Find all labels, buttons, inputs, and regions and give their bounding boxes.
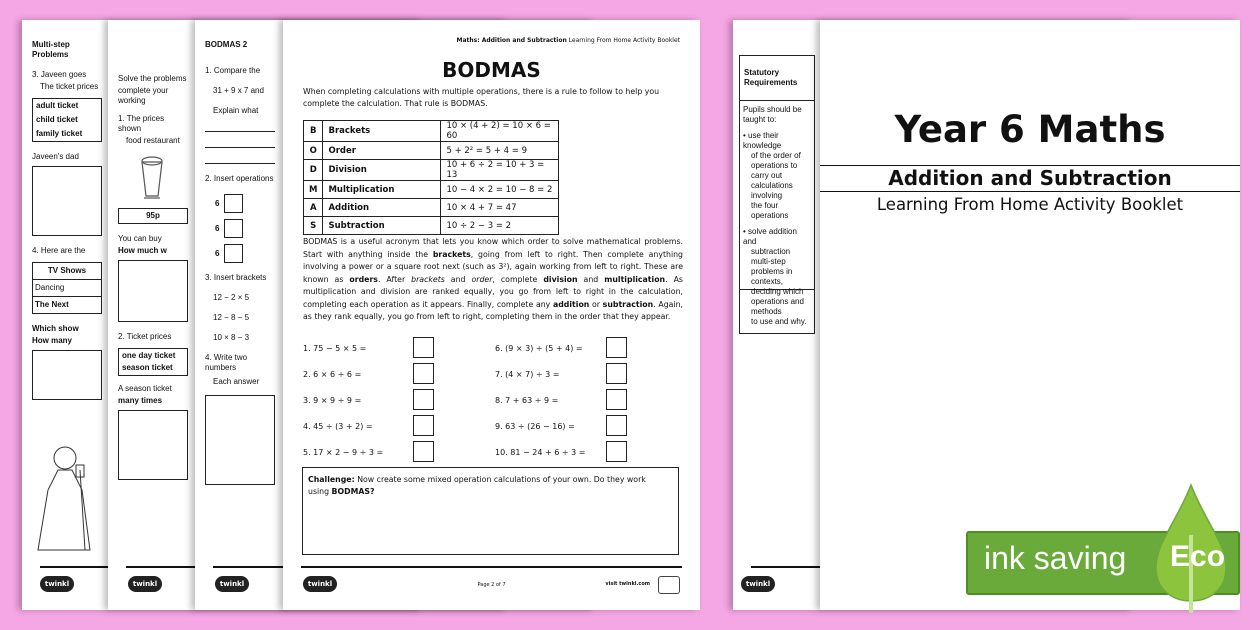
bullet-line: the four operations (751, 201, 789, 220)
question-text: 4. Write two numbers (205, 353, 248, 372)
rule-example: 10 × 4 + 7 = 47 (441, 199, 559, 217)
question-text: many times (118, 396, 163, 405)
intro-text: Solve the problems (118, 74, 187, 83)
question-text: Javeen's dad (32, 152, 79, 161)
ticket-label: season ticket (122, 363, 173, 372)
question-text: You can buy (118, 234, 162, 243)
rule-example: 10 + 6 ÷ 2 = 10 + 3 = 13 (441, 160, 559, 181)
rule-letter: M (304, 181, 323, 199)
rule-name: Subtraction (323, 217, 441, 235)
challenge-box[interactable] (302, 467, 679, 555)
number: 6 (215, 248, 220, 258)
paragraph-segment: multiplication (604, 274, 666, 284)
question-text: 3. Insert brackets (205, 273, 267, 282)
cover-tagline: Learning From Home Activity Booklet (876, 195, 1184, 214)
milkshake-illustration (132, 152, 172, 202)
ticket-label: child ticket (36, 115, 78, 124)
paragraph-segment: and (444, 274, 472, 284)
question-1: 1. 75 − 5 × 5 = (303, 344, 367, 353)
rule-example: 10 ÷ 2 − 3 = 2 (441, 217, 559, 235)
table-header: Statutory Requirements (744, 68, 798, 87)
question-text: A season ticket (118, 384, 172, 393)
bullet-line: operations and methods (751, 297, 804, 316)
visit-link[interactable]: visit twinkl.com (605, 581, 650, 587)
bodmas-table (303, 120, 559, 235)
answer-box-7[interactable] (606, 363, 627, 384)
page-header (456, 37, 680, 44)
answer-box-6[interactable] (606, 337, 627, 358)
question-7: 7. (4 × 7) ÷ 3 = (495, 370, 560, 379)
intro-text: complete your working (118, 86, 169, 105)
answer-line (205, 120, 275, 132)
question-3: 3. 9 × 9 ÷ 9 = (303, 396, 362, 405)
question-text: Each answer (213, 377, 260, 386)
question-4: 4. 45 ÷ (3 + 2) = (303, 422, 373, 431)
answer-box-9[interactable] (606, 415, 627, 436)
operation-input-box[interactable] (224, 244, 243, 263)
challenge-body: Now create some mixed operation calculations of your own. Do they work using (308, 475, 646, 496)
question-2: 2. 6 × 6 ÷ 6 = (303, 370, 362, 379)
rule-letter: B (304, 121, 323, 142)
cover-subtitle: Addition and Subtraction (888, 166, 1172, 190)
paragraph-segment: addition (552, 299, 590, 309)
number: 6 (215, 198, 220, 208)
price-label (118, 208, 188, 224)
requirements-table (739, 55, 815, 334)
bodmas-row (304, 121, 559, 142)
operation-input-box[interactable] (224, 194, 243, 213)
twinkl-logo: twinkl (128, 576, 162, 592)
question-text: Which show (32, 324, 79, 333)
bullet-line: operations to carry out (751, 161, 798, 180)
page-title: BODMAS (442, 58, 541, 82)
question-9: 9. 63 ÷ (26 − 16) = (495, 422, 575, 431)
bullet-line: calculations involving (751, 181, 793, 200)
paragraph-segment: . After (377, 274, 412, 284)
requirement-bullet (743, 131, 811, 221)
rule-example: 10 − 4 × 2 = 10 − 8 = 2 (441, 181, 559, 199)
answer-box-10[interactable] (606, 441, 627, 462)
bodmas-row (304, 160, 559, 181)
requirements-intro: Pupils should be taught to: (743, 105, 802, 124)
table-header: TV Shows (47, 266, 87, 275)
question-text: 2. Insert operations (205, 174, 274, 183)
operation-input-box[interactable] (224, 219, 243, 238)
bullet-line: subtraction multi-step (751, 247, 791, 266)
operation-row (205, 244, 275, 263)
twinkl-logo: twinkl (303, 576, 337, 592)
paragraph-segment: division (543, 274, 578, 284)
question-text: How many (32, 336, 73, 345)
page-content (205, 34, 275, 485)
page-header: BODMAS 2 (205, 40, 248, 49)
answer-box (32, 166, 102, 236)
header-subject: Maths: Addition and Subtraction (456, 37, 567, 44)
answer-line (205, 136, 275, 148)
challenge-label: Challenge: (308, 475, 355, 484)
paragraph-segment: brackets (411, 274, 445, 284)
answer-box-4[interactable] (413, 415, 434, 436)
bullet-line: • use their knowledge (743, 131, 782, 150)
ticket-box (118, 348, 188, 376)
question-text: 1. The prices shown (118, 114, 165, 133)
footer-rule (301, 566, 682, 568)
rule-example: 10 × (4 + 2) = 10 × 6 = 60 (441, 121, 559, 142)
rule-letter: D (304, 160, 323, 181)
question-10: 10. 81 − 24 + 6 ÷ 3 = (495, 448, 586, 457)
rule-letter: S (304, 217, 323, 235)
ticket-label: one day ticket (122, 351, 176, 360)
question-text: 4. Here are the (32, 246, 86, 255)
rule-letter: O (304, 142, 323, 160)
paragraph-segment: , complete (492, 274, 544, 284)
operation-row (205, 219, 275, 238)
table-cell: The Next (33, 296, 101, 313)
twinkl-logo: twinkl (40, 576, 74, 592)
bodmas-row (304, 199, 559, 217)
table-header-cell (739, 55, 815, 101)
question-5: 5. 17 × 2 − 9 ÷ 3 = (303, 448, 384, 457)
number: 6 (215, 223, 220, 233)
answer-box-3[interactable] (413, 389, 434, 410)
paragraph-segment: and (577, 274, 605, 284)
paragraph-segment: BODMAS is a useful acronym that lets you know which order to solve mathematical problems. Start with anything inside the (303, 237, 683, 259)
question-text: food restaurant (126, 136, 180, 145)
quality-stamp-icon (658, 576, 680, 594)
paragraph-segment: or (589, 299, 603, 309)
page-content (118, 34, 188, 480)
operation-row (205, 194, 275, 213)
paragraph-segment: order (471, 274, 493, 284)
rule-name: Order (323, 142, 441, 160)
challenge-text (308, 474, 668, 498)
rule-letter: A (304, 199, 323, 217)
ticket-price-box (32, 98, 102, 142)
rule-name: Brackets (323, 121, 441, 142)
bullet-line: to use and why. (751, 317, 807, 326)
intro-text: When completing calculations with multiple operations, there is a rule to follow to help you complete the calculation. That rule is BODMAS. (303, 87, 660, 108)
twinkl-logo: twinkl (741, 576, 775, 592)
answer-box (205, 395, 275, 485)
header-booklet: Learning From Home Activity Booklet (566, 37, 680, 44)
worksheet-page-bodmas (283, 20, 700, 610)
paragraph-segment: subtraction (602, 299, 654, 309)
rule-name: Division (323, 160, 441, 181)
paragraph-segment: . Again, as they rank equally, you go from left to right, completing them in the order that they appear. (303, 299, 684, 321)
answer-box (118, 410, 188, 480)
ink-saving-eco-badge (966, 483, 1242, 613)
answer-line (205, 152, 275, 164)
requirements-cell (739, 100, 815, 326)
answer-box (32, 350, 102, 400)
expression: 31 + 9 x 7 and (213, 86, 264, 95)
question-text: How much w (118, 246, 167, 255)
bodmas-row (304, 142, 559, 160)
bullet-line: • solve addition and (743, 227, 797, 246)
paragraph-segment: orders (349, 274, 378, 284)
paragraph-segment: , going from left to right. Then complete anything involving a power or a square root next (such as 3²), again working from left to right. These are known as (303, 249, 683, 284)
rule-example: 5 + 2² = 5 + 4 = 9 (441, 142, 559, 160)
question-6: 6. (9 × 3) ÷ (5 + 4) = (495, 344, 583, 353)
question-text: 3. Javeen goes (32, 70, 87, 79)
twinkl-logo: twinkl (215, 576, 249, 592)
expression: 10 × 8 − 3 (213, 333, 250, 342)
challenge-bold: BODMAS? (331, 487, 375, 496)
expression: 12 − 2 × 5 (213, 293, 250, 302)
page-content (32, 34, 102, 400)
bullet-line: of the order of (751, 151, 801, 160)
page-number: Page 2 of 7 (477, 582, 506, 588)
bullet-line: problems in contexts, (751, 267, 793, 286)
bodmas-row (304, 217, 559, 235)
question-text: The ticket prices (40, 82, 99, 91)
answer-box-8[interactable] (606, 389, 627, 410)
rule-name: Multiplication (323, 181, 441, 199)
answer-box (118, 260, 188, 322)
question-text: Explain what (213, 106, 259, 115)
answer-box-5[interactable] (413, 441, 434, 462)
ink-saving-label: ink saving (984, 540, 1127, 576)
paragraph-segment: brackets (432, 249, 471, 259)
paragraph-segment: . As multiplication and division are ranked equally, you go from left to right in the calculation, completing each operation as it appears. Finally, complete any (303, 274, 683, 309)
eco-label: Eco (1170, 540, 1226, 573)
bodmas-explanation (303, 236, 683, 324)
price-text: 95p (146, 211, 160, 220)
rule-name: Addition (323, 199, 441, 217)
expression: 12 − 8 − 5 (213, 313, 250, 322)
page-header: Multi-step Problems (32, 40, 70, 59)
subtitle-rule (820, 191, 1240, 192)
question-text: 1. Compare the (205, 66, 261, 75)
ticket-label: adult ticket (36, 101, 79, 110)
question-8: 8. 7 + 63 ÷ 9 = (495, 396, 559, 405)
answer-box-1[interactable] (413, 337, 434, 358)
singer-illustration (30, 440, 100, 560)
tv-table (32, 262, 102, 314)
answer-box-2[interactable] (413, 363, 434, 384)
bullet-line: deciding which (751, 287, 804, 296)
cover-title: Year 6 Maths (894, 108, 1166, 151)
table-cell: Dancing (33, 279, 101, 296)
question-text: 2. Ticket prices (118, 332, 172, 341)
bodmas-row (304, 181, 559, 199)
ticket-label: family ticket (36, 129, 83, 138)
